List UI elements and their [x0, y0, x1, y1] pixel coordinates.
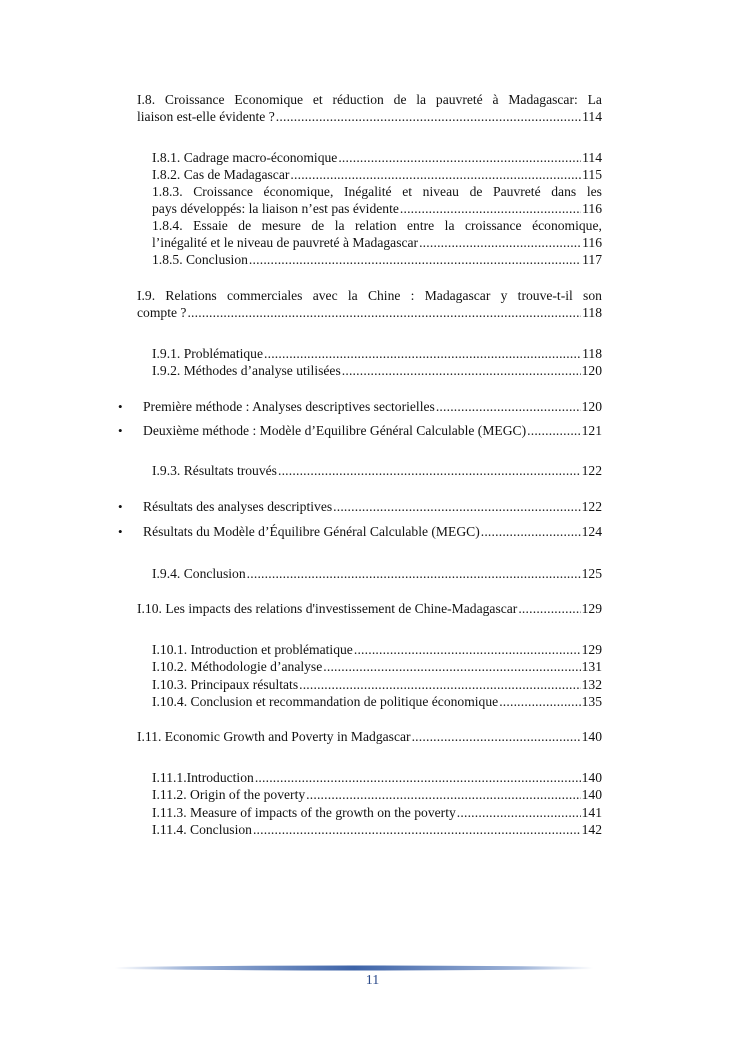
- toc-label: liaison est-elle évidente ?: [137, 109, 275, 124]
- toc-label: I.11.1.Introduction: [152, 770, 254, 785]
- toc-leader-dots: [249, 251, 581, 268]
- toc-label: I.9.1. Problématique: [152, 346, 263, 361]
- toc-label: I.9.3. Résultats trouvés: [152, 463, 277, 478]
- toc-page-number: 135: [581, 694, 602, 709]
- toc-leader-dots: [481, 523, 581, 540]
- toc-page-number: 142: [581, 822, 602, 837]
- toc-leader-dots: [253, 821, 581, 838]
- toc-page-number: 118: [582, 346, 602, 361]
- toc-entry-i8-line1: [137, 91, 602, 108]
- toc-page-number: 140: [581, 787, 602, 802]
- toc-entry-i8-4-line1: [152, 217, 602, 234]
- toc-word: 1.8.3.: [152, 184, 183, 199]
- toc-word: trouve-t-il: [517, 288, 573, 303]
- toc-leader-dots: [499, 693, 580, 710]
- toc-word: :: [410, 288, 415, 303]
- toc-leader-dots: [187, 304, 581, 321]
- toc-label: I.10.4. Conclusion et recommandation de politique économique: [152, 694, 499, 709]
- toc-page-number: 140: [581, 729, 602, 744]
- toc-entry-i11[interactable]: [137, 728, 602, 745]
- toc-word: Inégalité: [344, 184, 392, 199]
- toc-word: I.8.: [137, 92, 156, 107]
- toc-entry-i10-1[interactable]: [152, 641, 602, 658]
- toc-entry-i8-3[interactable]: [152, 200, 602, 217]
- toc-entry-i11-4[interactable]: [152, 821, 602, 838]
- toc-entry-i9-2[interactable]: [152, 362, 602, 379]
- toc-word: la: [416, 92, 427, 107]
- toc-word: Relations: [165, 288, 217, 303]
- toc-entry-i11-1[interactable]: [152, 769, 602, 786]
- toc-word: et: [312, 92, 323, 107]
- toc-leader-dots: [338, 149, 581, 166]
- toc-page-number: 124: [581, 524, 602, 539]
- toc-word: les: [586, 184, 602, 199]
- toc-entry-i9-line1: [137, 287, 602, 304]
- toc-leader-dots: [342, 362, 581, 379]
- toc-leader-dots: [400, 200, 581, 217]
- toc-word: y: [500, 288, 508, 303]
- toc-label: pays développés: la liaison n’est pas évidente: [152, 201, 399, 216]
- toc-page-number: 121: [581, 423, 602, 438]
- toc-word: de: [393, 92, 407, 107]
- bullet-glyph: •: [118, 399, 123, 414]
- toc-entry-i10[interactable]: [137, 600, 602, 617]
- toc-page-number: 129: [581, 601, 602, 616]
- toc-page-number: 141: [581, 805, 602, 820]
- toc-page-number: 114: [582, 109, 602, 124]
- toc-page-number: 131: [581, 659, 602, 674]
- toc-label: I.11.2. Origin of the poverty: [152, 787, 306, 802]
- toc-leader-dots: [354, 641, 581, 658]
- bullet-glyph: •: [118, 423, 123, 438]
- toc-word: niveau: [422, 184, 459, 199]
- toc-label: 1.8.5. Conclusion: [152, 252, 248, 267]
- toc-word: Madagascar:: [508, 92, 578, 107]
- toc-leader-dots: [412, 728, 581, 745]
- toc-entry-i10-2[interactable]: [152, 658, 602, 675]
- toc-word: 1.8.4.: [152, 218, 183, 233]
- toc-word: Chine: [367, 288, 401, 303]
- toc-word: de: [238, 218, 252, 233]
- toc-label: Résultats du Modèle d’Équilibre Général Calculable (MEGC): [143, 524, 480, 539]
- toc-word: Croissance: [193, 184, 253, 199]
- toc-label: Résultats des analyses descriptives: [143, 499, 333, 514]
- toc-page-number: 116: [582, 235, 602, 250]
- toc-leader-dots: [276, 108, 581, 125]
- toc-label: I.10.1. Introduction et problématique: [152, 642, 353, 657]
- toc-word: pauvreté: [435, 92, 483, 107]
- toc-word: dans: [551, 184, 577, 199]
- toc-label: I.9.2. Méthodes d’analyse utilisées: [152, 363, 341, 378]
- toc-word: La: [587, 92, 602, 107]
- toc-entry-i8[interactable]: [137, 108, 602, 125]
- toc-word: entre: [407, 218, 435, 233]
- toc-word: Economique: [234, 92, 304, 107]
- toc-entry-bullet-3[interactable]: [143, 498, 602, 515]
- toc-label: Première méthode : Analyses descriptives sectorielles: [143, 399, 435, 414]
- toc-entry-i11-3[interactable]: [152, 804, 602, 821]
- toc-word: I.9.: [137, 288, 156, 303]
- toc-entry-i8-4[interactable]: [152, 234, 602, 251]
- toc-entry-i8-2[interactable]: [152, 166, 602, 183]
- toc-entry-i10-4[interactable]: [152, 693, 602, 710]
- toc-page-number: 116: [582, 201, 602, 216]
- page-number: 11: [365, 973, 380, 988]
- toc-leader-dots: [333, 498, 580, 515]
- toc-leader-dots: [290, 166, 581, 183]
- toc-entry-i8-1[interactable]: [152, 149, 602, 166]
- toc-leader-dots: [247, 565, 581, 582]
- toc-leader-dots: [436, 398, 581, 415]
- toc-label: I.11. Economic Growth and Poverty in Madgascar: [137, 729, 411, 744]
- toc-word: économique,: [263, 184, 334, 199]
- toc-leader-dots: [306, 786, 580, 803]
- toc-entry-bullet-4[interactable]: [143, 523, 602, 540]
- toc-label: compte ?: [137, 305, 187, 320]
- toc-entry-i10-3[interactable]: [152, 676, 602, 693]
- toc-word: économique,: [532, 218, 602, 233]
- toc-leader-dots: [527, 422, 580, 439]
- toc-word: commerciales: [226, 288, 303, 303]
- toc-word: relation: [355, 218, 397, 233]
- toc-word: mesure: [261, 218, 301, 233]
- toc-word: la: [347, 288, 358, 303]
- toc-entry-i9-3[interactable]: [152, 462, 602, 479]
- toc-entry-bullet-2[interactable]: [143, 422, 602, 439]
- toc-leader-dots: [457, 804, 581, 821]
- toc-page-number: 129: [581, 642, 602, 657]
- toc-page-number: 122: [581, 463, 602, 478]
- toc-word: Essaie: [193, 218, 228, 233]
- toc-word: Pauvreté: [493, 184, 541, 199]
- toc-word: son: [583, 288, 602, 303]
- toc-entry-i8-5[interactable]: [152, 251, 602, 268]
- toc-leader-dots: [419, 234, 581, 251]
- toc-page-number: 115: [582, 167, 602, 182]
- toc-entry-i9-1[interactable]: [152, 345, 602, 362]
- toc-word: Croissance: [164, 92, 225, 107]
- toc-label: I.8.1. Cadrage macro-économique: [152, 150, 338, 165]
- toc-leader-dots: [264, 345, 581, 362]
- toc-entry-i8-3-line1: [152, 183, 602, 200]
- toc-leader-dots: [278, 462, 581, 479]
- toc-entry-i9-4[interactable]: [152, 565, 602, 582]
- toc-label: I.10.2. Méthodologie d’analyse: [152, 659, 323, 674]
- toc-leader-dots: [299, 676, 581, 693]
- bullet-glyph: •: [118, 499, 123, 514]
- toc-word: Madagascar: [424, 288, 491, 303]
- toc-page-number: 122: [581, 499, 602, 514]
- toc-label: I.8.2. Cas de Madagascar: [152, 167, 290, 182]
- toc-leader-dots: [518, 600, 580, 617]
- toc-entry-i11-2[interactable]: [152, 786, 602, 803]
- toc-entry-i9[interactable]: [137, 304, 602, 321]
- toc-page-number: 132: [581, 677, 602, 692]
- toc-label: I.9.4. Conclusion: [152, 566, 246, 581]
- toc-label: Deuxième méthode : Modèle d’Equilibre Général Calculable (MEGC): [143, 423, 527, 438]
- toc-page-number: 120: [581, 399, 602, 414]
- toc-word: à: [492, 92, 499, 107]
- toc-page-number: 114: [582, 150, 602, 165]
- toc-label: I.11.4. Conclusion: [152, 822, 252, 837]
- toc-page-number: 120: [581, 363, 602, 378]
- toc-word: réduction: [332, 92, 384, 107]
- toc-page-number: 140: [581, 770, 602, 785]
- toc-leader-dots: [255, 769, 581, 786]
- toc-word: avec: [312, 288, 338, 303]
- toc-label: l’inégalité et le niveau de pauvreté à Madagascar: [152, 235, 419, 250]
- toc-label: I.10.3. Principaux résultats: [152, 677, 299, 692]
- toc-page-number: 125: [581, 566, 602, 581]
- toc-word: de: [311, 218, 325, 233]
- toc-entry-bullet-1[interactable]: [143, 398, 602, 415]
- toc-page-number: 117: [582, 252, 602, 267]
- toc-word: la: [334, 218, 345, 233]
- toc-word: la: [444, 218, 455, 233]
- toc-word: et: [402, 184, 413, 199]
- toc-word: croissance: [464, 218, 522, 233]
- bullet-glyph: •: [118, 524, 123, 539]
- toc-word: de: [469, 184, 483, 199]
- toc-leader-dots: [323, 658, 580, 675]
- footer-rule: [115, 964, 593, 972]
- toc-label: I.10. Les impacts des relations d'investissement de Chine-Madagascar: [137, 601, 518, 616]
- toc-label: I.11.3. Measure of impacts of the growth on the poverty: [152, 805, 456, 820]
- toc-page-number: 118: [582, 305, 602, 320]
